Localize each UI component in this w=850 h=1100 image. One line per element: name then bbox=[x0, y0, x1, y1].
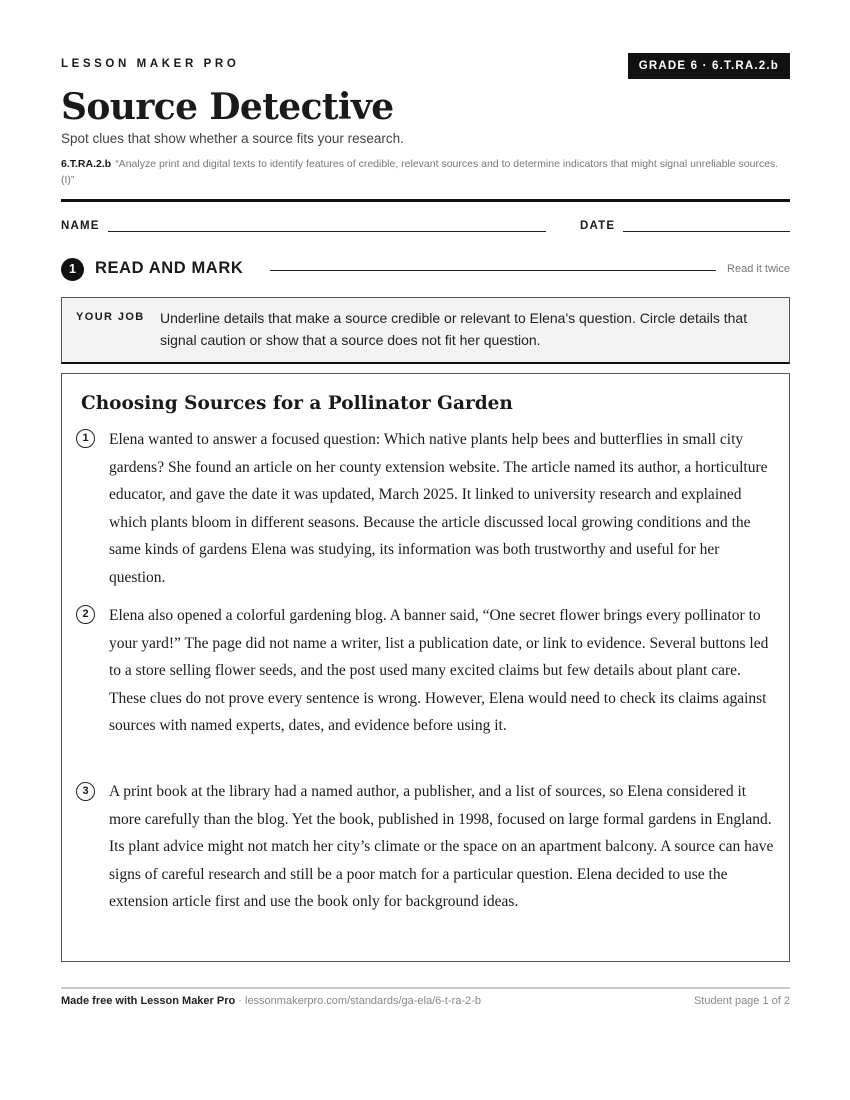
footer-url: · lessonmakerpro.com/standards/ga-ela/6-t-ra-2-b bbox=[235, 995, 481, 1007]
section-note: Read it twice bbox=[727, 263, 790, 275]
date-input-line[interactable] bbox=[623, 231, 790, 232]
footer-made-with: Made free with Lesson Maker Pro bbox=[61, 995, 236, 1007]
paragraph-number-3: 3 bbox=[76, 782, 95, 801]
name-label: NAME bbox=[61, 220, 100, 232]
date-label: DATE bbox=[580, 220, 616, 232]
brand-name: LESSON MAKER PRO bbox=[61, 58, 240, 70]
name-input-line[interactable] bbox=[108, 231, 546, 232]
your-job-instructions: Underline details that make a source credible or relevant to Elena's question. Circle details that signal caution or show that a source does not fit her question. bbox=[160, 310, 748, 348]
section-rule bbox=[270, 270, 716, 271]
your-job-box bbox=[61, 297, 790, 364]
passage-paragraph-3: A print book at the library had a named author, a publisher, and a list of sources, so Elena considered it more carefully than the blog. Yet the book, published in 1998, focused on large formal gardens in England. Its plant advice might not match her city’s climate or the space on an apartment balcony. A source can have signs of careful research and still be a poor match for a particular question. Elena decided to use the extension article first and use the book only for background ideas. bbox=[109, 783, 774, 911]
standard-description bbox=[61, 156, 781, 188]
paragraph-number-2: 2 bbox=[76, 605, 95, 624]
passage-paragraph-2: Elena also opened a colorful gardening blog. A banner said, “One secret flower brings every pollinator to your yard!” The page did not name a writer, list a publication date, or link to evidence. Several buttons led to a store selling flower seeds, and the post used many excited claims but few details about plant care. These clues do not prove every sentence is wrong. However, Elena would need to check its claims against sources with named experts, dates, and evidence before using it. bbox=[109, 607, 769, 735]
reading-passage bbox=[61, 373, 790, 962]
passage-title: Choosing Sources for a Pollinator Garden bbox=[81, 393, 513, 414]
paragraph-number-1: 1 bbox=[76, 429, 95, 448]
footer-credit bbox=[61, 995, 481, 1007]
section-number-badge: 1 bbox=[61, 258, 84, 281]
standard-code: 6.T.RA.2.b bbox=[61, 158, 112, 170]
footer-page-number: Student page 1 of 2 bbox=[693, 995, 790, 1007]
header-divider bbox=[61, 199, 790, 202]
section-title: READ AND MARK bbox=[95, 259, 244, 277]
passage-paragraph-1: Elena wanted to answer a focused question: Which native plants help bees and butterflies in small city gardens? She found an article on her county extension website. The article named its author, a horticulture educator, and gave the date it was updated, March 2025. It linked to university research and explained which plants bloom in different seasons. Because the article discussed local growing conditions and the same kinds of gardens Elena was studying, its information was both trustworthy and useful for her question. bbox=[109, 431, 768, 586]
footer-divider bbox=[61, 987, 790, 989]
grade-badge: GRADE 6 · 6.T.RA.2.b bbox=[628, 53, 790, 79]
page-title: Source Detective bbox=[61, 86, 394, 128]
your-job-label: YOUR JOB bbox=[76, 311, 145, 323]
standard-text: “Analyze print and digital texts to identify features of credible, relevant sources and to determine indicators that might signal unreliable sources. (I)” bbox=[61, 158, 779, 186]
page-subtitle: Spot clues that show whether a source fits your research. bbox=[61, 131, 404, 146]
